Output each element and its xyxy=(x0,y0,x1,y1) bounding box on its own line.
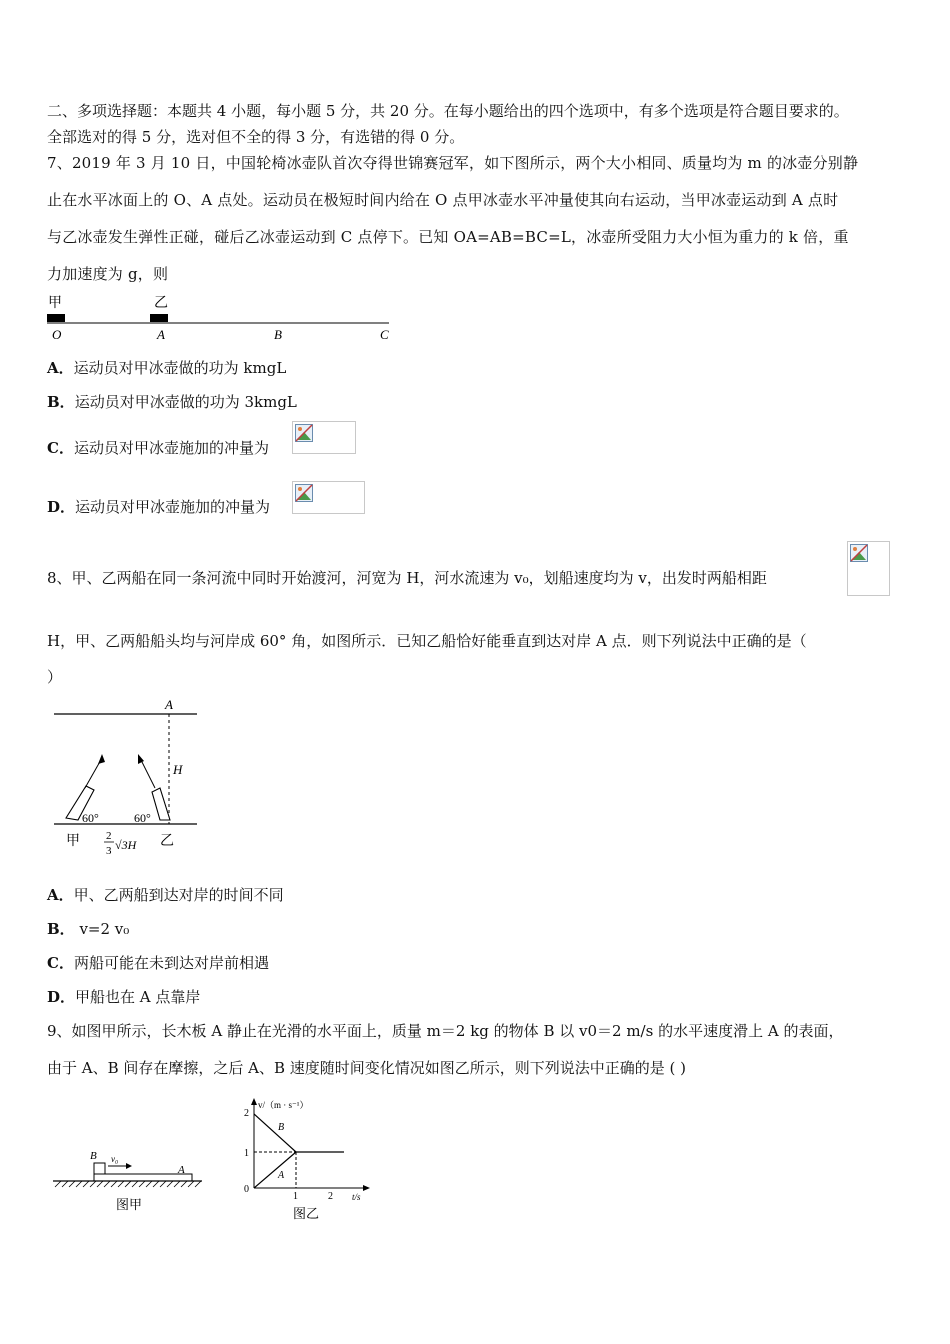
q7-option-d[interactable]: D．运动员对甲冰壶施加的冲量为 xyxy=(47,498,271,516)
q8-line2: H，甲、乙两船船头均与河岸成 60° 角，如图所示．已知乙船恰好能垂直到达对岸 A 点．则下列说法中正确的是（ xyxy=(47,632,807,650)
q7-line1: 7、2019 年 3 月 10 日，中国轮椅冰壶队首次夺得世锦赛冠军，如下图所示，两个大小相同、质量均为 m 的冰壶分别静 xyxy=(47,154,859,172)
boat-yi xyxy=(152,788,170,820)
q7-line3: 与乙冰壶发生弹性正碰，碰后乙冰壶运动到 C 点停下。已知 OA=AB=BC=L，冰壶所受阻力大小恒为重力的 k 倍，重 xyxy=(47,228,849,246)
fig9-label-B: B xyxy=(90,1150,97,1162)
fig9-tick-y1: 1 xyxy=(244,1148,249,1159)
point-C: C xyxy=(380,327,389,342)
block-B xyxy=(94,1163,105,1174)
fig8-dist-num: 2 xyxy=(106,830,112,842)
q8-option-c[interactable]: C．两船可能在未到达对岸前相遇 xyxy=(47,954,269,972)
q8-line1: 8、甲、乙两船在同一条河流中同时开始渡河，河宽为 H，河水流速为 v₀，划船速度均为 v，出发时两船相距 xyxy=(47,569,767,587)
fig9-ylabel: v/（m · s⁻¹） xyxy=(258,1100,309,1110)
fig8-label-yi: 乙 xyxy=(160,834,174,849)
point-B: B xyxy=(274,327,282,342)
fig8-dist-tail: √3H xyxy=(115,838,137,852)
fig9-curve-B: B xyxy=(278,1122,285,1133)
fig9-tick-x1: 1 xyxy=(293,1191,298,1202)
fig8-label-jia: 甲 xyxy=(66,834,80,849)
q7-figure xyxy=(44,292,394,344)
fig8-width-H: H xyxy=(173,762,183,777)
line-A xyxy=(254,1152,296,1188)
fig9-label-A: A xyxy=(178,1164,185,1176)
fig9-xlabel: t/s xyxy=(352,1192,361,1202)
section-title: 二、多项选择题：本题共 4 小题，每小题 5 分，共 20 分。在每小题给出的四个选项中，有多个选项是符合题目要求的。 xyxy=(47,102,849,120)
q8-option-d[interactable]: D．甲船也在 A 点靠岸 xyxy=(47,988,201,1006)
q8-line3: ） xyxy=(47,668,63,686)
fig8-angle-jia: 60° xyxy=(82,811,99,825)
q9-figure-jia xyxy=(50,1146,210,1221)
q8-option-b[interactable]: B． v=2 v₀ xyxy=(47,920,130,938)
q8-figure xyxy=(52,696,202,861)
fig9-tick-x2: 2 xyxy=(328,1191,333,1202)
q9-figure-yi xyxy=(236,1094,376,1226)
fig9-tick-y2: 2 xyxy=(244,1108,249,1119)
q8-option-a[interactable]: A．甲、乙两船到达对岸的时间不同 xyxy=(47,886,284,904)
q7-line2: 止在水平冰面上的 O、A 点处。运动员在极短时间内给在 O 点甲冰壶水平冲量使其向右运动，当甲冰壶运动到 A 点时 xyxy=(47,191,839,209)
q7-option-b[interactable]: B．运动员对甲冰壶做的功为 3kmgL xyxy=(47,393,297,411)
point-O: O xyxy=(52,327,62,342)
line-B xyxy=(254,1114,296,1152)
q7-option-a[interactable]: A．运动员对甲冰壶做的功为 kmgL xyxy=(47,359,287,377)
fig8-dist-den: 3 xyxy=(106,845,112,857)
stone-yi xyxy=(150,314,168,322)
point-A: A xyxy=(157,327,165,342)
fig9-caption-jia: 图甲 xyxy=(116,1197,143,1212)
fig9-label-v0: v₀ xyxy=(111,1154,119,1164)
fig9-caption-yi: 图乙 xyxy=(293,1206,320,1221)
q7-option-c[interactable]: C．运动员对甲冰壶施加的冲量为 xyxy=(47,439,269,457)
fig8-point-A: A xyxy=(165,697,173,712)
q9-line1: 9、如图甲所示，长木板 A 静止在光滑的水平面上，质量 m＝2 kg 的物体 B 以 v0＝2 m/s 的水平速度滑上 A 的表面， xyxy=(47,1022,844,1040)
fig9-curve-A: A xyxy=(278,1170,285,1181)
fig9-origin: 0 xyxy=(244,1184,249,1195)
broken-image-icon xyxy=(292,421,356,454)
q7-line4: 力加速度为 g，则 xyxy=(47,265,169,283)
stone-jia xyxy=(47,314,65,322)
broken-image-icon xyxy=(847,541,890,596)
fig8-angle-yi: 60° xyxy=(134,811,151,825)
broken-image-icon xyxy=(292,481,365,514)
q7-label-jia: 甲 xyxy=(48,296,62,311)
q7-label-yi: 乙 xyxy=(154,296,168,311)
section-scoring: 全部选对的得 5 分，选对但不全的得 3 分，有选错的得 0 分。 xyxy=(47,128,465,146)
q9-line2: 由于 A、B 间存在摩擦，之后 A、B 速度随时间变化情况如图乙所示，则下列说法中正确的是 ( ) xyxy=(47,1059,687,1077)
